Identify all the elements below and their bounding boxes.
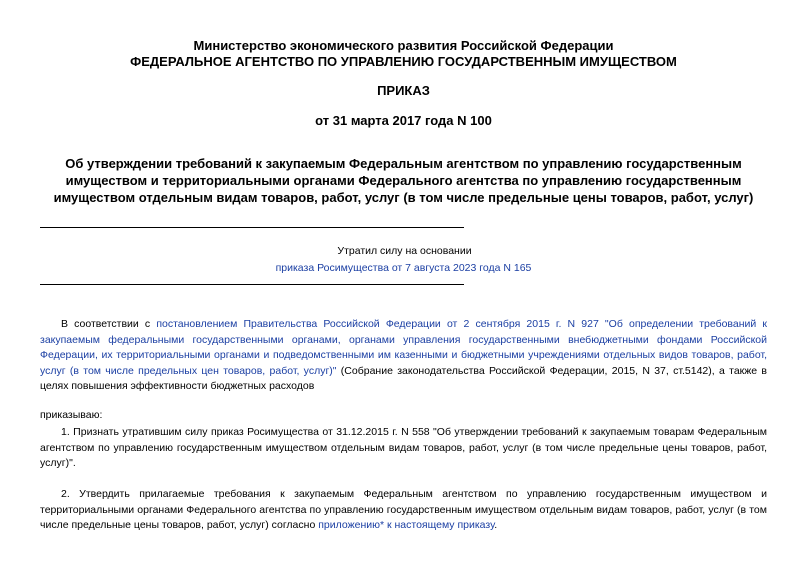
status-text: Утратил силу на основании bbox=[337, 245, 472, 257]
item-2-paragraph bbox=[40, 487, 767, 534]
title-line-3: имуществом отдельным видам товаров, работ, услуг (в том числе предельные цены товаров, работ, услуг) bbox=[53, 190, 754, 205]
title-line-2: имуществом и территориальными органами Федерального агентства по управлению государственным bbox=[65, 173, 742, 188]
government-decree-link[interactable]: постановлением Правительства Российской Федерации от 2 сентября 2015 г. N 927 "Об определении требований к закупаемым федеральными государственными органами, органами управления государственными внебюджетными фондами Российской Федерации, их территориальными органами и подведомственными им казенными и бюджетными учреждениями отдельных видов товаров, работ, услуг (в том числе предельных цен товаров, работ, услуг)" bbox=[40, 318, 768, 377]
status-link-line bbox=[0, 262, 807, 274]
document-date-number: от 31 марта 2017 года N 100 bbox=[315, 113, 492, 128]
title-line-1: Об утверждении требований к закупаемым Федеральным агентством по управлению государственным bbox=[65, 156, 742, 171]
item-1-paragraph: 1. Признать утратившим силу приказ Росимущества от 31.12.2015 г. N 558 "Об утверждении требований к закупаемым товарам Федеральным агентством по управлению государственным имуществом отдельным видам товаров, работ, услуг (в том числе предельные цены товаров, работ, услуг)". bbox=[40, 426, 767, 470]
ministry-name: Министерство экономического развития Российской Федерации bbox=[193, 38, 614, 53]
divider-bottom bbox=[40, 284, 464, 285]
appendix-link[interactable]: приложению* к настоящему приказу bbox=[318, 519, 495, 532]
order-word: приказываю: bbox=[40, 409, 103, 421]
item-2-prefix: 2. Утвердить прилагаемые требования к закупаемым Федеральным агентством по управлению государственным имуществом и территориальными органами Федерального агентства по управлению государственным имуществом отдельным видам товаров, работ, услуг (в том числе предельные цены товаров, работ, услуг) согласно bbox=[40, 488, 767, 532]
intro-paragraph bbox=[40, 317, 767, 395]
divider-top bbox=[40, 227, 464, 228]
repeal-order-link[interactable]: приказа Росимущества от 7 августа 2023 года N 165 bbox=[275, 262, 532, 274]
intro-suffix: (Собрание законодательства Российской Федерации, 2015, N 37, ст.5142), а также в целях повышения эффективности бюджетных расходов bbox=[40, 364, 767, 393]
document-type: ПРИКАЗ bbox=[377, 83, 430, 98]
item-2-suffix: . bbox=[494, 519, 498, 532]
intro-prefix: В соответствии с bbox=[61, 318, 157, 330]
document-title bbox=[30, 155, 777, 206]
agency-name: ФЕДЕРАЛЬНОЕ АГЕНТСТВО ПО УПРАВЛЕНИЮ ГОСУДАРСТВЕННЫМ ИМУЩЕСТВОМ bbox=[130, 54, 677, 69]
